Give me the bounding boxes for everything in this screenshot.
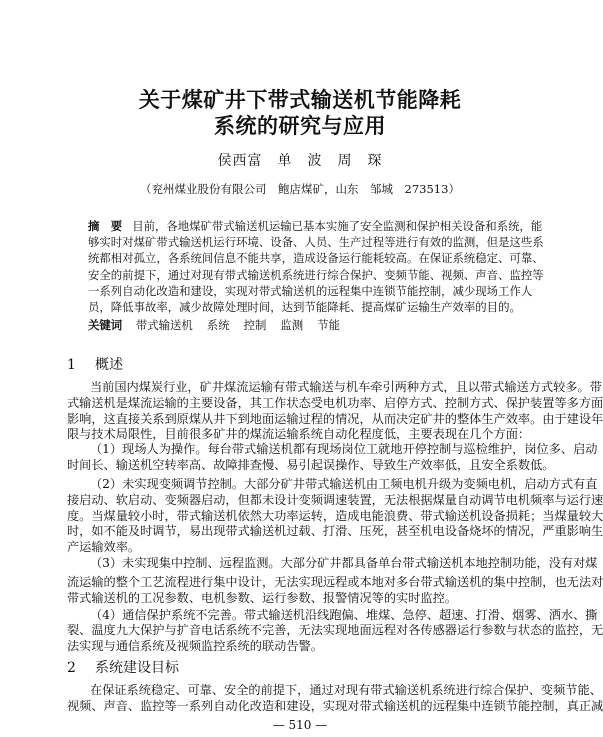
page-number: — 510 — [272, 718, 328, 732]
paragraph-line: （2）未实现变频调节控制。大部分矿井带式输送机由工频电机升级为变频电机，启动方式有直 [90, 477, 598, 491]
keyword: 系统 [206, 318, 230, 332]
paragraph-line: 视频、声音、监控等一系列自动化改造和建设，实现对带式输送机的远程集中连锁节能控制，真正减 [67, 699, 603, 713]
paragraph-line: 流运输的整个工艺流程进行集中设计，无法实现远程或本地对多台带式输送机的集中控制，也无法对 [67, 575, 603, 589]
section-1-heading [67, 354, 123, 374]
paragraph-line: 影响，这直接关系到原煤从井下到地面运输过程的情况，从而决定矿井的整体生产效率。由于建设年 [67, 412, 603, 426]
section-2-heading [67, 657, 179, 677]
title-line-1: 关于煤矿井下带式输送机节能降耗 [138, 87, 462, 112]
paragraph-line: 裂、温度九大保护与扩音电话系统不完善，无法实现地面远程对各传感器运行参数与状态的监控，无 [67, 623, 603, 637]
paragraph-line: 限与技术局限性，目前很多矿井的煤流运输系统自动化程度低，主要表现在几个方面： [67, 427, 531, 441]
keyword: 监测 [280, 318, 304, 332]
keywords-label: 关键词 [88, 318, 123, 332]
paragraph-line: 时间长、输送机空转率高、故障排查慢、易引起误操作、导致生产效率低，且安全系数低。 [67, 458, 555, 472]
abstract-line: 员，降低事故率，减少故障处理时间，达到节能降耗、提高煤矿运输生产效率的目的。 [88, 300, 521, 314]
paragraph-line: 在保证系统稳定、可靠、安全的前提下，通过对现有带式输送机系统进行综合保护、变频节能、 [90, 683, 602, 697]
paragraph-line: 时，如不能及时调节，易出现带式输送机过载、打滑、压死，甚至机电设备烧坏的情况，严重影响生 [67, 524, 603, 538]
paragraph-line: 当前国内煤炭行业，矿井煤流运输有带式输送与机车牵引两种方式，且以带式输送方式较多。带 [90, 380, 602, 394]
abstract-label: 摘 要 [88, 219, 123, 233]
paragraph-line: 式输送机是煤流运输的主要设备，其工作状态受电机功率、启停方式、控制方式、保护装置等多方面 [67, 396, 603, 410]
abstract-line [88, 219, 543, 233]
paragraph-line: （1）现场人为操作。每台带式输送机都有现场岗位工就地开停控制与巡检维护，岗位多、启动 [90, 442, 598, 456]
section-number: 2 [67, 660, 76, 676]
authors: 侯西富 单 波 周 琛 [217, 153, 383, 169]
paragraph-line: （4）通信保护系统不完善。带式输送机沿线跑偏、堆煤、急停、超速、打滑、烟雾、洒水、撕 [90, 608, 598, 622]
paragraph-line: 带式输送机的工况参数、电机参数、运行参数、报警情况等的实时监控。 [67, 591, 457, 605]
keywords [88, 317, 354, 333]
affiliation: （兖州煤业股份有限公司 鲍店煤矿，山东 邹城 273513） [140, 182, 460, 196]
paragraph-line: 接启动、软启动、变频器启动，但都未设计变频调速装置，无法根据煤量自动调节电机频率与运行速 [67, 493, 603, 507]
keyword: 带式输送机 [135, 318, 193, 332]
abstract-line: 统都相对孤立，各系统间信息不能共享，造成设备运行能耗较高。在保证系统稳定、可靠、 [88, 251, 544, 265]
keyword: 控制 [243, 318, 267, 332]
abstract-text: 目前，各地煤矿带式输送机运输已基本实施了安全监测和保护相关设备和系统，能 [132, 219, 543, 233]
paragraph-line: 度。当煤量较小时，带式输送机依然大功率运转，造成电能浪费、带式输送机设备损耗；当煤量较大 [67, 509, 603, 523]
section-title: 概述 [95, 357, 123, 373]
paragraph-line: （3）未实现集中控制、远程监测。大部分矿井都具备单台带式输送机本地控制功能，没有对煤 [90, 556, 598, 570]
keyword: 节能 [317, 318, 340, 332]
paragraph-line: 产运输效率。 [67, 540, 141, 554]
title-line-2: 系统的研究与应用 [214, 113, 386, 138]
section-title: 系统建设目标 [95, 660, 179, 676]
abstract-line: 安全的前提下，通过对现有带式输送机系统进行综合保护、变频节能、视频、声音、监控等 [88, 268, 544, 282]
abstract-line: 够实时对煤矿带式输送机运行环境、设备、人员、生产过程等进行有效的监测，但是这些系 [88, 235, 544, 249]
abstract-line: 一系列自动化改造和建设，实现对带式输送机的远程集中连锁节能控制，减少现场工作人 [88, 284, 533, 298]
section-number: 1 [67, 357, 76, 373]
paragraph-line: 法实现与通信系统及视频监控系统的联动告警。 [67, 639, 323, 653]
